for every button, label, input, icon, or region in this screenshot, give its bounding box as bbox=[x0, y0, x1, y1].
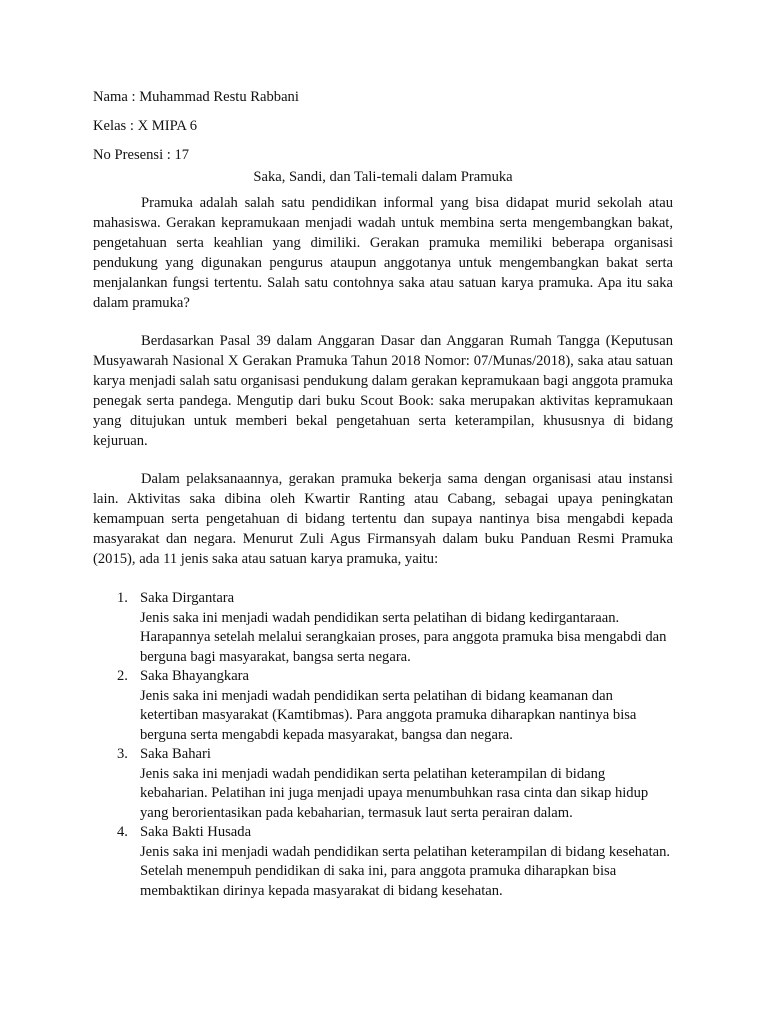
paragraph-definition: Berdasarkan Pasal 39 dalam Anggaran Dasar dan Anggaran Rumah Tangga (Keputusan Musyawarah Nasional X Gerakan Pramuka Tahun 2018 Nomor: 07/Munas/2018), saka atau satuan karya menjadi salah satu organisasi pendukung dalam gerakan kepramukaan bagi anggota pramuka penegak serta pandega. Mengutip dari buku Scout Book: saka merupakan aktivitas kepramukaan yang ditujukan untuk memberi bekal pengetahuan serta keterampilan, khususnya di bidang kejuruan. bbox=[93, 333, 673, 449]
list-item bbox=[93, 823, 673, 901]
paragraph-intro: Pramuka adalah salah satu pendidikan informal yang bisa didapat murid sekolah atau mahasiswa. Gerakan kepramukaan menjadi wadah untuk membina serta mengembangkan bakat, pengetahuan serta keahlian yang dimiliki. Gerakan pramuka memiliki beberapa organisasi pendukung yang digunakan pengurus ataupun anggotanya untuk mengembangkan bakat serta menjalankan fungsi tertentu. Salah satu contohnya saka atau satuan karya pramuka. Apa itu saka dalam pramuka? bbox=[93, 195, 673, 311]
list-item-title: Saka Bakti Husada bbox=[140, 824, 252, 840]
list-item-description: Jenis saka ini menjadi wadah pendidikan serta pelatihan di bidang kedirgantaraan. Harapannya setelah melalui serangkaian proses, para anggota pramuka bisa mengabdi dan berguna bagi masyarakat, bangsa serta negara. bbox=[140, 609, 667, 665]
list-item-number: 1. bbox=[117, 590, 128, 606]
list-item-number: 3. bbox=[117, 746, 128, 762]
list-item-title: Saka Bhayangkara bbox=[140, 668, 250, 684]
student-class: Kelas : X MIPA 6 bbox=[93, 118, 198, 134]
list-item-number: 4. bbox=[117, 824, 128, 840]
list-item bbox=[93, 589, 673, 667]
list-item-description: Jenis saka ini menjadi wadah pendidikan serta pelatihan keterampilan di bidang kesehatan. Setelah menempuh pendidikan di saka ini, para anggota pramuka diharapkan bisa membaktikan dirinya kepada masyarakat di bidang kesehatan. bbox=[140, 843, 671, 899]
list-item-description: Jenis saka ini menjadi wadah pendidikan serta pelatihan keterampilan di bidang kebaharian. Pelatihan ini juga menjadi upaya menumbuhkan rasa cinta dan sikap hidup yang berorientasikan pada kebaharian, termasuk laut serta perairan dalam. bbox=[140, 765, 649, 821]
list-item-number: 2. bbox=[117, 668, 128, 684]
document-title: Saka, Sandi, dan Tali-temali dalam Pramuka bbox=[253, 169, 513, 185]
student-name: Nama : Muhammad Restu Rabbani bbox=[93, 89, 299, 105]
list-item-title: Saka Dirgantara bbox=[140, 590, 235, 606]
list-item bbox=[93, 667, 673, 745]
list-item-description: Jenis saka ini menjadi wadah pendidikan serta pelatihan di bidang keamanan dan ketertiban masyarakat (Kamtibmas). Para anggota pramuka diharapkan nantinya bisa berguna serta mengabdi kepada masyarakat, bangsa dan negara. bbox=[140, 687, 637, 743]
document-page bbox=[93, 86, 673, 901]
student-attendance-number: No Presensi : 17 bbox=[93, 147, 190, 163]
saka-list bbox=[93, 589, 673, 901]
paragraph-implementation: Dalam pelaksanaannya, gerakan pramuka bekerja sama dengan organisasi atau instansi lain. Aktivitas saka dibina oleh Kwartir Ranting atau Cabang, sebagai upaya peningkatan kemampuan serta pengetahuan di bidang tertentu dan supaya nantinya bisa mengabdi kepada masyarakat dan negara. Menurut Zuli Agus Firmansyah dalam buku Panduan Resmi Pramuka (2015), ada 11 jenis saka atau satuan karya pramuka, yaitu: bbox=[93, 471, 673, 567]
list-item-title: Saka Bahari bbox=[140, 746, 211, 762]
list-item bbox=[93, 745, 673, 823]
